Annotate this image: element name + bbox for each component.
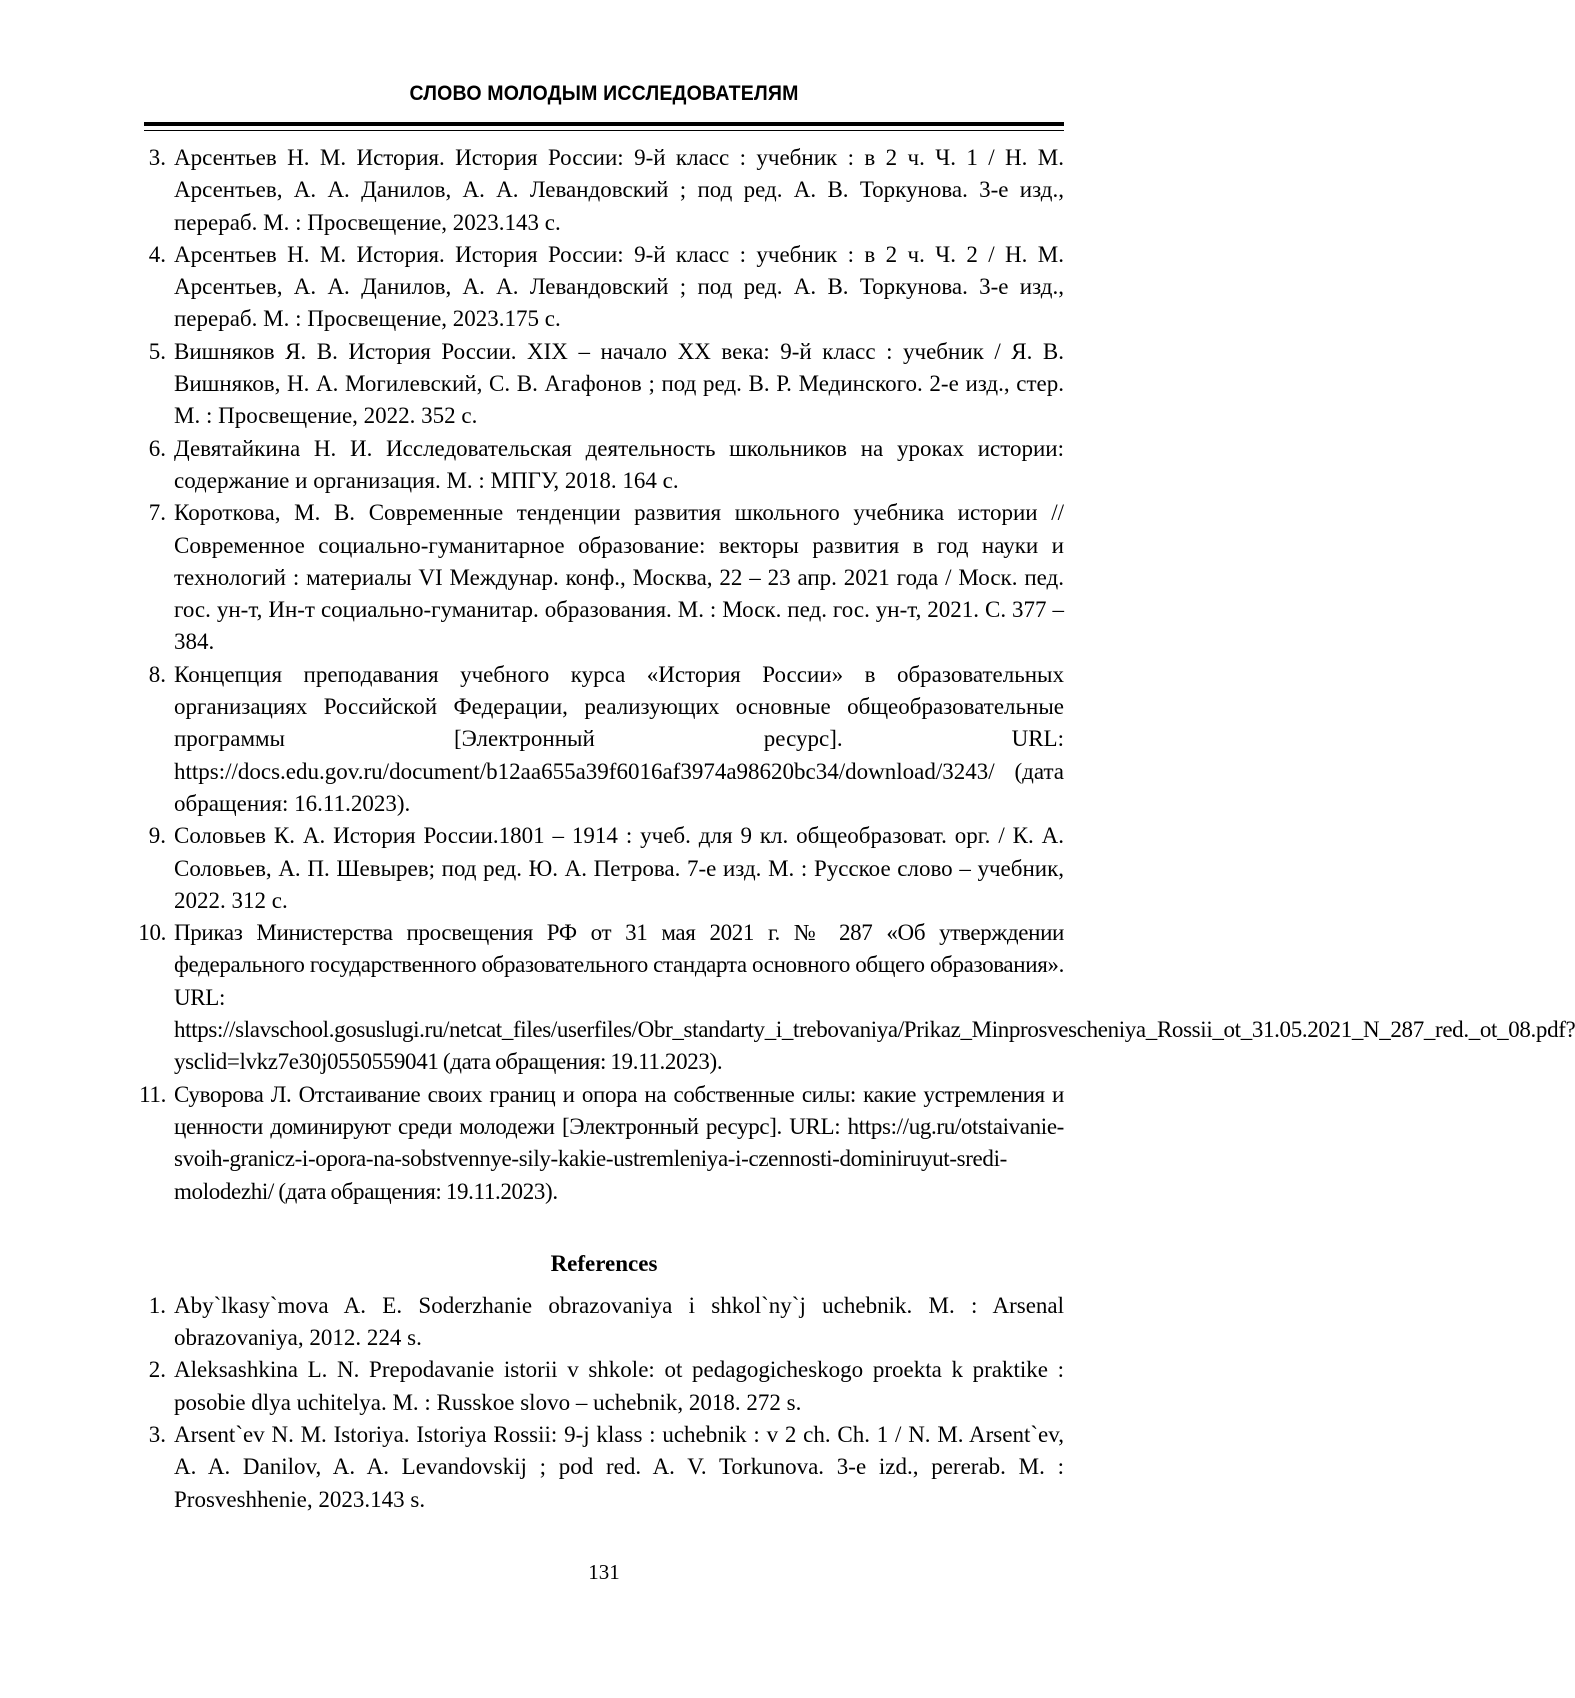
reference-item xyxy=(144,497,1064,658)
transliterated-reference-list xyxy=(144,1290,1064,1516)
reference-text: Aby`lkasy`mova A. E. Soderzhanie obrazovaniya i shkol`ny`j uchebnik. M. : Arsenal obrazovaniya, 2012. 224 s. xyxy=(174,1293,1064,1350)
reference-item xyxy=(144,1419,1064,1516)
page-content xyxy=(144,142,1064,1516)
header-rule-thin xyxy=(144,130,1064,131)
reference-text: Суворова Л. Отстаивание своих границ и опора на собственные силы: какие устремления и ценности доминируют среди молодежи [Электронный ресурс]. URL: https://ug.ru/otstaivanie-svoih-granicz-i-opora-na-sobstvennye-sily-kakie-ustremleniya-i-czennosti-dominiruyut-sredi-molodezhi/ (дата обращения: 19.11.2023). xyxy=(174,1082,1064,1204)
reference-number: 10. xyxy=(138,917,166,949)
running-header: СЛОВО МОЛОДЫМ ИССЛЕДОВАТЕЛЯМ xyxy=(176,82,1032,106)
reference-text: Арсентьев Н. М. История. История России: 9-й класс : учебник : в 2 ч. Ч. 2 / Н. М. Арсентьев, А. А. Данилов, А. А. Левандовский ; под ред. А. В. Торкунова. 3-е изд., перераб. М. : Просвещение, 2023.175 с. xyxy=(174,242,1064,332)
reference-number: 7. xyxy=(149,497,166,529)
reference-number: 2. xyxy=(149,1354,166,1386)
reference-item xyxy=(144,917,1064,1078)
reference-item xyxy=(144,239,1064,336)
reference-text: Приказ Министерства просвещения РФ от 31 мая 2021 г. № 287 «Об утверждении федерального государственного образовательного стандарта основного общего образования». URL: https://slavschool.gosuslugi.ru/netcat_files/userfiles/Obr_standarty_i_trebovaniya/Prikaz_Minprosvescheniya_Rossii_ot_31.05.2021_N_287_red._ot_08.pdf?ysclid=lvkz7e30j0550559041 (дата обращения: 19.11.2023). xyxy=(174,920,1575,1074)
reference-item xyxy=(144,820,1064,917)
reference-text: Концепция преподавания учебного курса «История России» в образовательных организациях Российской Федерации, реализующих основные общеобразовательные программы [Электронный ресурс]. URL: https://docs.edu.gov.ru/document/b12aa655a39f6016af3974a98620bc34/download/3243/ (дата обращения: 16.11.2023). xyxy=(174,662,1064,816)
reference-number: 8. xyxy=(149,659,166,691)
reference-text: Arsent`ev N. M. Istoriya. Istoriya Rossii: 9-j klass : uchebnik : v 2 ch. Ch. 1 / N. M. Arsent`ev, A. A. Danilov, A. A. Levandovskij ; pod red. A. V. Torkunova. 3-e izd., pererab. M. : Prosveshhenie, 2023.143 s. xyxy=(174,1422,1064,1512)
reference-text: Арсентьев Н. М. История. История России: 9-й класс : учебник : в 2 ч. Ч. 1 / Н. М. Арсентьев, А. А. Данилов, А. А. Левандовский ; под ред. А. В. Торкунова. 3-е изд., перераб. М. : Просвещение, 2023.143 с. xyxy=(174,145,1064,235)
reference-text: Вишняков Я. В. История России. XIX – начало XX века: 9-й класс : учебник / Я. В. Вишняков, Н. А. Могилевский, С. В. Агафонов ; под ред. В. Р. Мединского. 2-е изд., стер. М. : Просвещение, 2022. 352 с. xyxy=(174,339,1064,429)
reference-item xyxy=(144,1290,1064,1355)
reference-item xyxy=(144,659,1064,820)
reference-item xyxy=(144,336,1064,433)
reference-number: 3. xyxy=(149,1419,166,1451)
reference-number: 6. xyxy=(149,433,166,465)
reference-text: Девятайкина Н. И. Исследовательская деятельность школьников на уроках истории: содержание и организация. М. : МПГУ, 2018. 164 с. xyxy=(174,436,1064,493)
russian-reference-list xyxy=(144,142,1064,1208)
reference-item xyxy=(144,142,1064,239)
reference-number: 3. xyxy=(149,142,166,174)
reference-text: Короткова, М. В. Современные тенденции развития школьного учебника истории // Современное социально-гуманитарное образование: векторы развития в год науки и технологий : материалы VI Междунар. конф., Москва, 22 – 23 апр. 2021 года / Моск. пед. гос. ун-т, Ин-т социально-гуманитар. образования. М. : Моск. пед. гос. ун-т, 2021. С. 377 – 384. xyxy=(174,500,1064,654)
reference-text: Соловьев К. А. История России.1801 – 1914 : учеб. для 9 кл. общеобразоват. орг. / К. А. Соловьев, А. П. Шевырев; под ред. Ю. А. Петрова. 7-е изд. М. : Русское слово – учебник, 2022. 312 с. xyxy=(174,823,1064,913)
reference-item xyxy=(144,1354,1064,1419)
reference-item xyxy=(144,433,1064,498)
header-rule-thick xyxy=(144,122,1064,126)
reference-number: 1. xyxy=(149,1290,166,1322)
reference-number: 5. xyxy=(149,336,166,368)
reference-number: 9. xyxy=(149,820,166,852)
reference-item xyxy=(144,1079,1064,1208)
page-number: 131 xyxy=(144,1560,1064,1585)
references-heading: References xyxy=(144,1248,1064,1280)
reference-number: 4. xyxy=(149,239,166,271)
journal-page xyxy=(0,0,1200,1698)
reference-text: Aleksashkina L. N. Prepodavanie istorii v shkole: ot pedagogicheskogo proekta k praktike : posobie dlya uchitelya. M. : Russkoe slovo – uchebnik, 2018. 272 s. xyxy=(174,1357,1064,1414)
reference-number: 11. xyxy=(139,1079,166,1111)
